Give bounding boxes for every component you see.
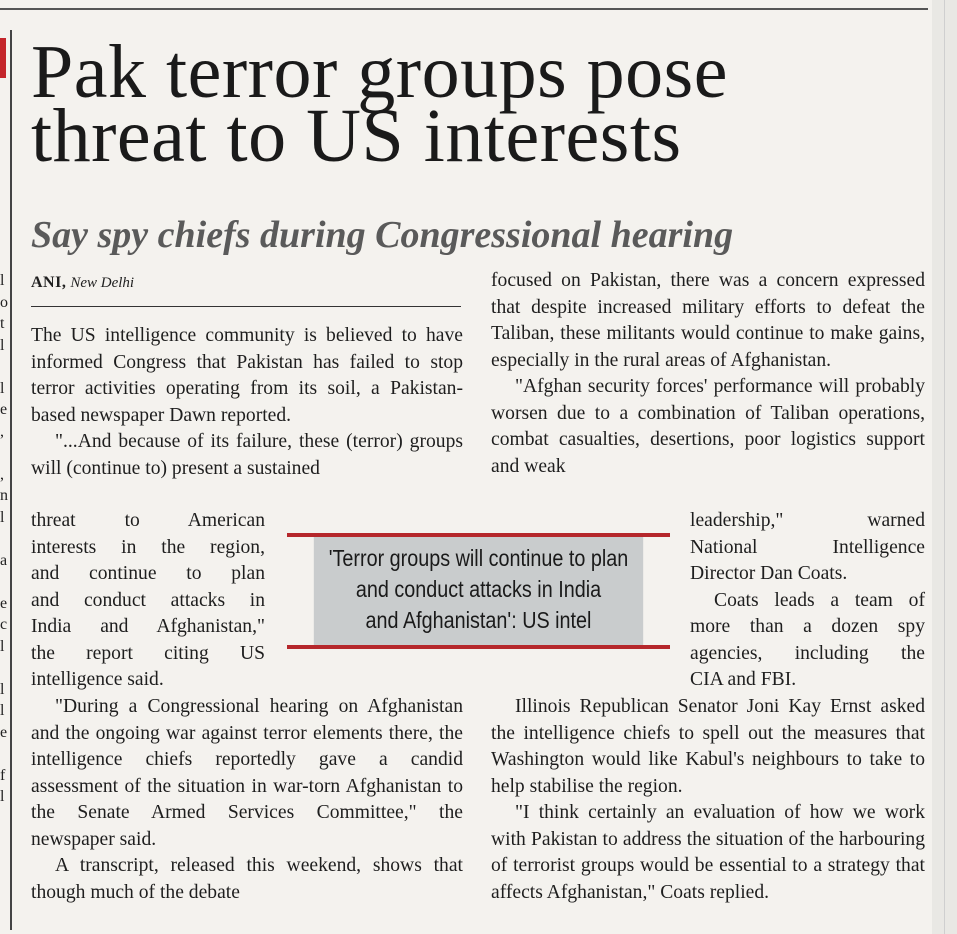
- left-column-bottom: [31, 694, 463, 906]
- pull-quote-line: and conduct attacks in India: [355, 576, 602, 602]
- left-paragraph-3: "During a Congressional hearing on Afghanistan and the ongoing war against terror elements there, the intelligence chiefs reportedly gave a candid assessment of the situation in war-torn Afghanistan to the Senate Armed Services Committee," the newspaper said.: [31, 696, 463, 850]
- right-column-bottom: [491, 694, 925, 906]
- left-narrow-line: the report citing US: [31, 642, 265, 664]
- left-narrow-line: interests in the region,: [31, 536, 265, 558]
- left-narrow-line: intelligence said.: [31, 669, 164, 690]
- top-rule: [0, 8, 928, 10]
- right-narrow-line: National Intelligence: [690, 536, 925, 558]
- pull-quote-line: 'Terror groups will continue to plan: [328, 545, 629, 571]
- left-narrow-line: threat to American: [31, 510, 265, 531]
- left-column-narrow: [31, 508, 265, 694]
- right-narrow-line: agencies, including the: [690, 642, 925, 664]
- pull-quote-line: and Afghanistan': US intel: [365, 607, 592, 633]
- right-paragraph-2-start: "Afghan security forces' performance will probably worsen due to a combination of Taliban operations, combat casualties, desertions, poor logistics support and weak: [491, 376, 925, 477]
- right-paragraph-1: focused on Pakistan, there was a concern expressed that despite increased military efforts to defeat the Taliban, these militants would continue to make gains, especially in the rural areas of Afghanistan.: [491, 270, 925, 371]
- column-gutter-rule: [10, 30, 12, 930]
- left-paragraph-4: A transcript, released this weekend, shows that though much of the debate: [31, 855, 463, 903]
- subheadline: Say spy chiefs during Congressional hearing: [31, 214, 734, 256]
- right-narrow-line: Coats leads a team of: [714, 589, 925, 611]
- byline-location: New Delhi: [70, 275, 135, 291]
- right-column-top: [491, 268, 925, 480]
- page-fold-line: [944, 0, 945, 934]
- headline-line-1: Pak terror groups pose: [31, 30, 728, 114]
- right-paragraph-5: "I think certainly an evaluation of how we work with Pakistan to address the situation of the harbouring of terrorist groups would be essential to a strategy that affects Afghanistan," Coats replied.: [491, 802, 925, 903]
- right-narrow-line: CIA and FBI.: [690, 669, 797, 690]
- byline: [31, 274, 134, 292]
- left-paragraph-2-start: "...And because of its failure, these (terror) groups will (continue to) present a sustained: [31, 431, 463, 479]
- left-narrow-line: and conduct attacks in: [31, 589, 265, 611]
- left-paragraph-1: The US intelligence community is believed to have informed Congress that Pakistan has failed to stop terror activities operating from its soil, a Pakistan-based newspaper Dawn reported.: [31, 325, 463, 426]
- headline-line-2: threat to US interests: [31, 94, 682, 178]
- pull-quote: [314, 537, 643, 645]
- byline-rule: [31, 306, 461, 307]
- left-narrow-line: India and Afghanistan,": [31, 616, 265, 637]
- right-narrow-line: leadership," warned: [690, 510, 925, 531]
- right-column-narrow: [690, 508, 925, 694]
- headline: [31, 30, 931, 178]
- right-paragraph-4: Illinois Republican Senator Joni Kay Ernst asked the intelligence chiefs to spell out the measures that Washington would like Kabul's neighbours to take to help stabilise the region.: [491, 696, 925, 797]
- cropped-adjacent-column: l o t l l e , , n l a e c l l l e f l: [0, 272, 8, 805]
- section-color-mark: [0, 38, 6, 78]
- right-narrow-line: Director Dan Coats.: [690, 563, 848, 584]
- right-narrow-line: more than a dozen spy: [690, 616, 925, 637]
- pull-quote-bottom-rule: [287, 645, 670, 649]
- byline-agency: ANI,: [31, 274, 67, 291]
- left-column-top: [31, 323, 463, 482]
- left-narrow-line: and continue to plan: [31, 563, 265, 584]
